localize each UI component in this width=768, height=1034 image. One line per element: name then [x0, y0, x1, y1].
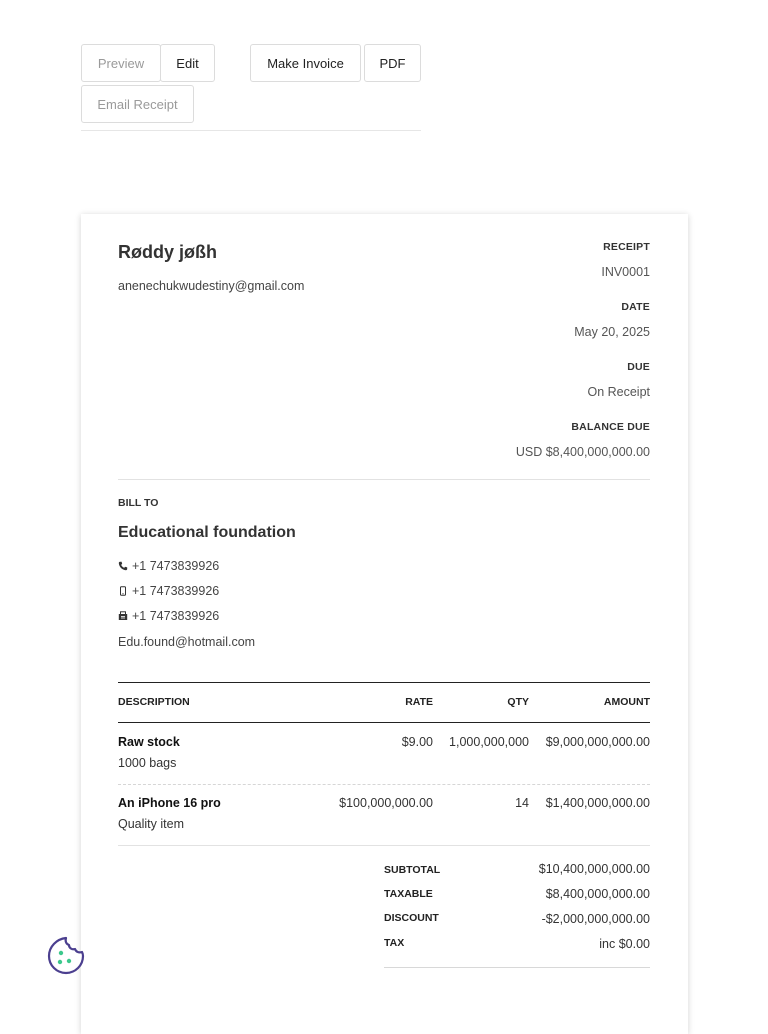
item-qty: 14	[515, 796, 529, 810]
discount-label: DISCOUNT	[384, 912, 439, 924]
pdf-button[interactable]: PDF	[364, 44, 421, 82]
discount-value: -$2,000,000,000.00	[541, 912, 650, 926]
make-invoice-button[interactable]: Make Invoice	[250, 44, 361, 82]
subtotal-value: $10,400,000,000.00	[538, 862, 650, 876]
column-header-description: DESCRIPTION	[118, 696, 190, 708]
subtotal-label: SUBTOTAL	[384, 864, 441, 876]
due-value: On Receipt	[587, 385, 650, 399]
item-amount: $9,000,000,000.00	[545, 735, 650, 749]
bill-to-mobile	[118, 584, 219, 598]
item-name: Raw stock	[118, 735, 180, 749]
item-detail: Quality item	[118, 817, 184, 831]
table-top-rule	[118, 682, 650, 683]
toolbar-divider	[81, 130, 421, 131]
sender-email: anenechukwudestiny@gmail.com	[118, 279, 305, 293]
receipt-label: RECEIPT	[603, 241, 650, 253]
phone-icon	[118, 561, 128, 571]
tax-label: TAX	[384, 937, 405, 949]
item-detail: 1000 bags	[118, 756, 177, 770]
bill-to-phone-text: +1 7473839926	[132, 559, 220, 573]
edit-button[interactable]: Edit	[160, 44, 215, 82]
row-divider	[118, 784, 650, 785]
bill-to-fax	[118, 609, 219, 623]
sender-name: Røddy jøßh	[118, 242, 217, 262]
mobile-icon	[118, 586, 128, 596]
preview-button[interactable]: Preview	[81, 44, 161, 82]
item-rate: $100,000,000.00	[339, 796, 433, 810]
cookie-icon[interactable]	[45, 935, 87, 977]
fax-icon	[118, 611, 128, 621]
column-header-amount: AMOUNT	[603, 696, 650, 708]
tax-value: inc $0.00	[599, 937, 650, 951]
balance-due-label: BALANCE DUE	[571, 421, 650, 433]
bill-to-name: Educational foundation	[118, 524, 296, 541]
item-name: An iPhone 16 pro	[118, 796, 221, 810]
date-value: May 20, 2025	[574, 325, 650, 339]
totals-divider	[384, 967, 650, 968]
header-divider	[118, 479, 650, 480]
bill-to-email: Edu.found@hotmail.com	[118, 635, 256, 649]
receipt-card	[81, 214, 688, 1034]
balance-due-value: USD $8,400,000,000.00	[515, 445, 650, 459]
column-header-rate: RATE	[405, 696, 433, 708]
due-label: DUE	[627, 361, 650, 373]
item-rate: $9.00	[401, 735, 433, 749]
taxable-value: $8,400,000,000.00	[545, 887, 650, 901]
taxable-label: TAXABLE	[384, 888, 433, 900]
bill-to-label: BILL TO	[118, 497, 159, 509]
date-label: DATE	[621, 301, 650, 313]
table-bottom-rule	[118, 845, 650, 846]
receipt-number: INV0001	[601, 265, 650, 279]
table-header-rule	[118, 722, 650, 723]
item-amount: $1,400,000,000.00	[545, 796, 650, 810]
column-header-qty: QTY	[507, 696, 529, 708]
bill-to-mobile-text: +1 7473839926	[132, 584, 220, 598]
item-qty: 1,000,000,000	[449, 735, 529, 749]
email-receipt-button[interactable]: Email Receipt	[81, 85, 194, 123]
bill-to-phone	[118, 559, 219, 573]
bill-to-fax-text: +1 7473839926	[132, 609, 220, 623]
